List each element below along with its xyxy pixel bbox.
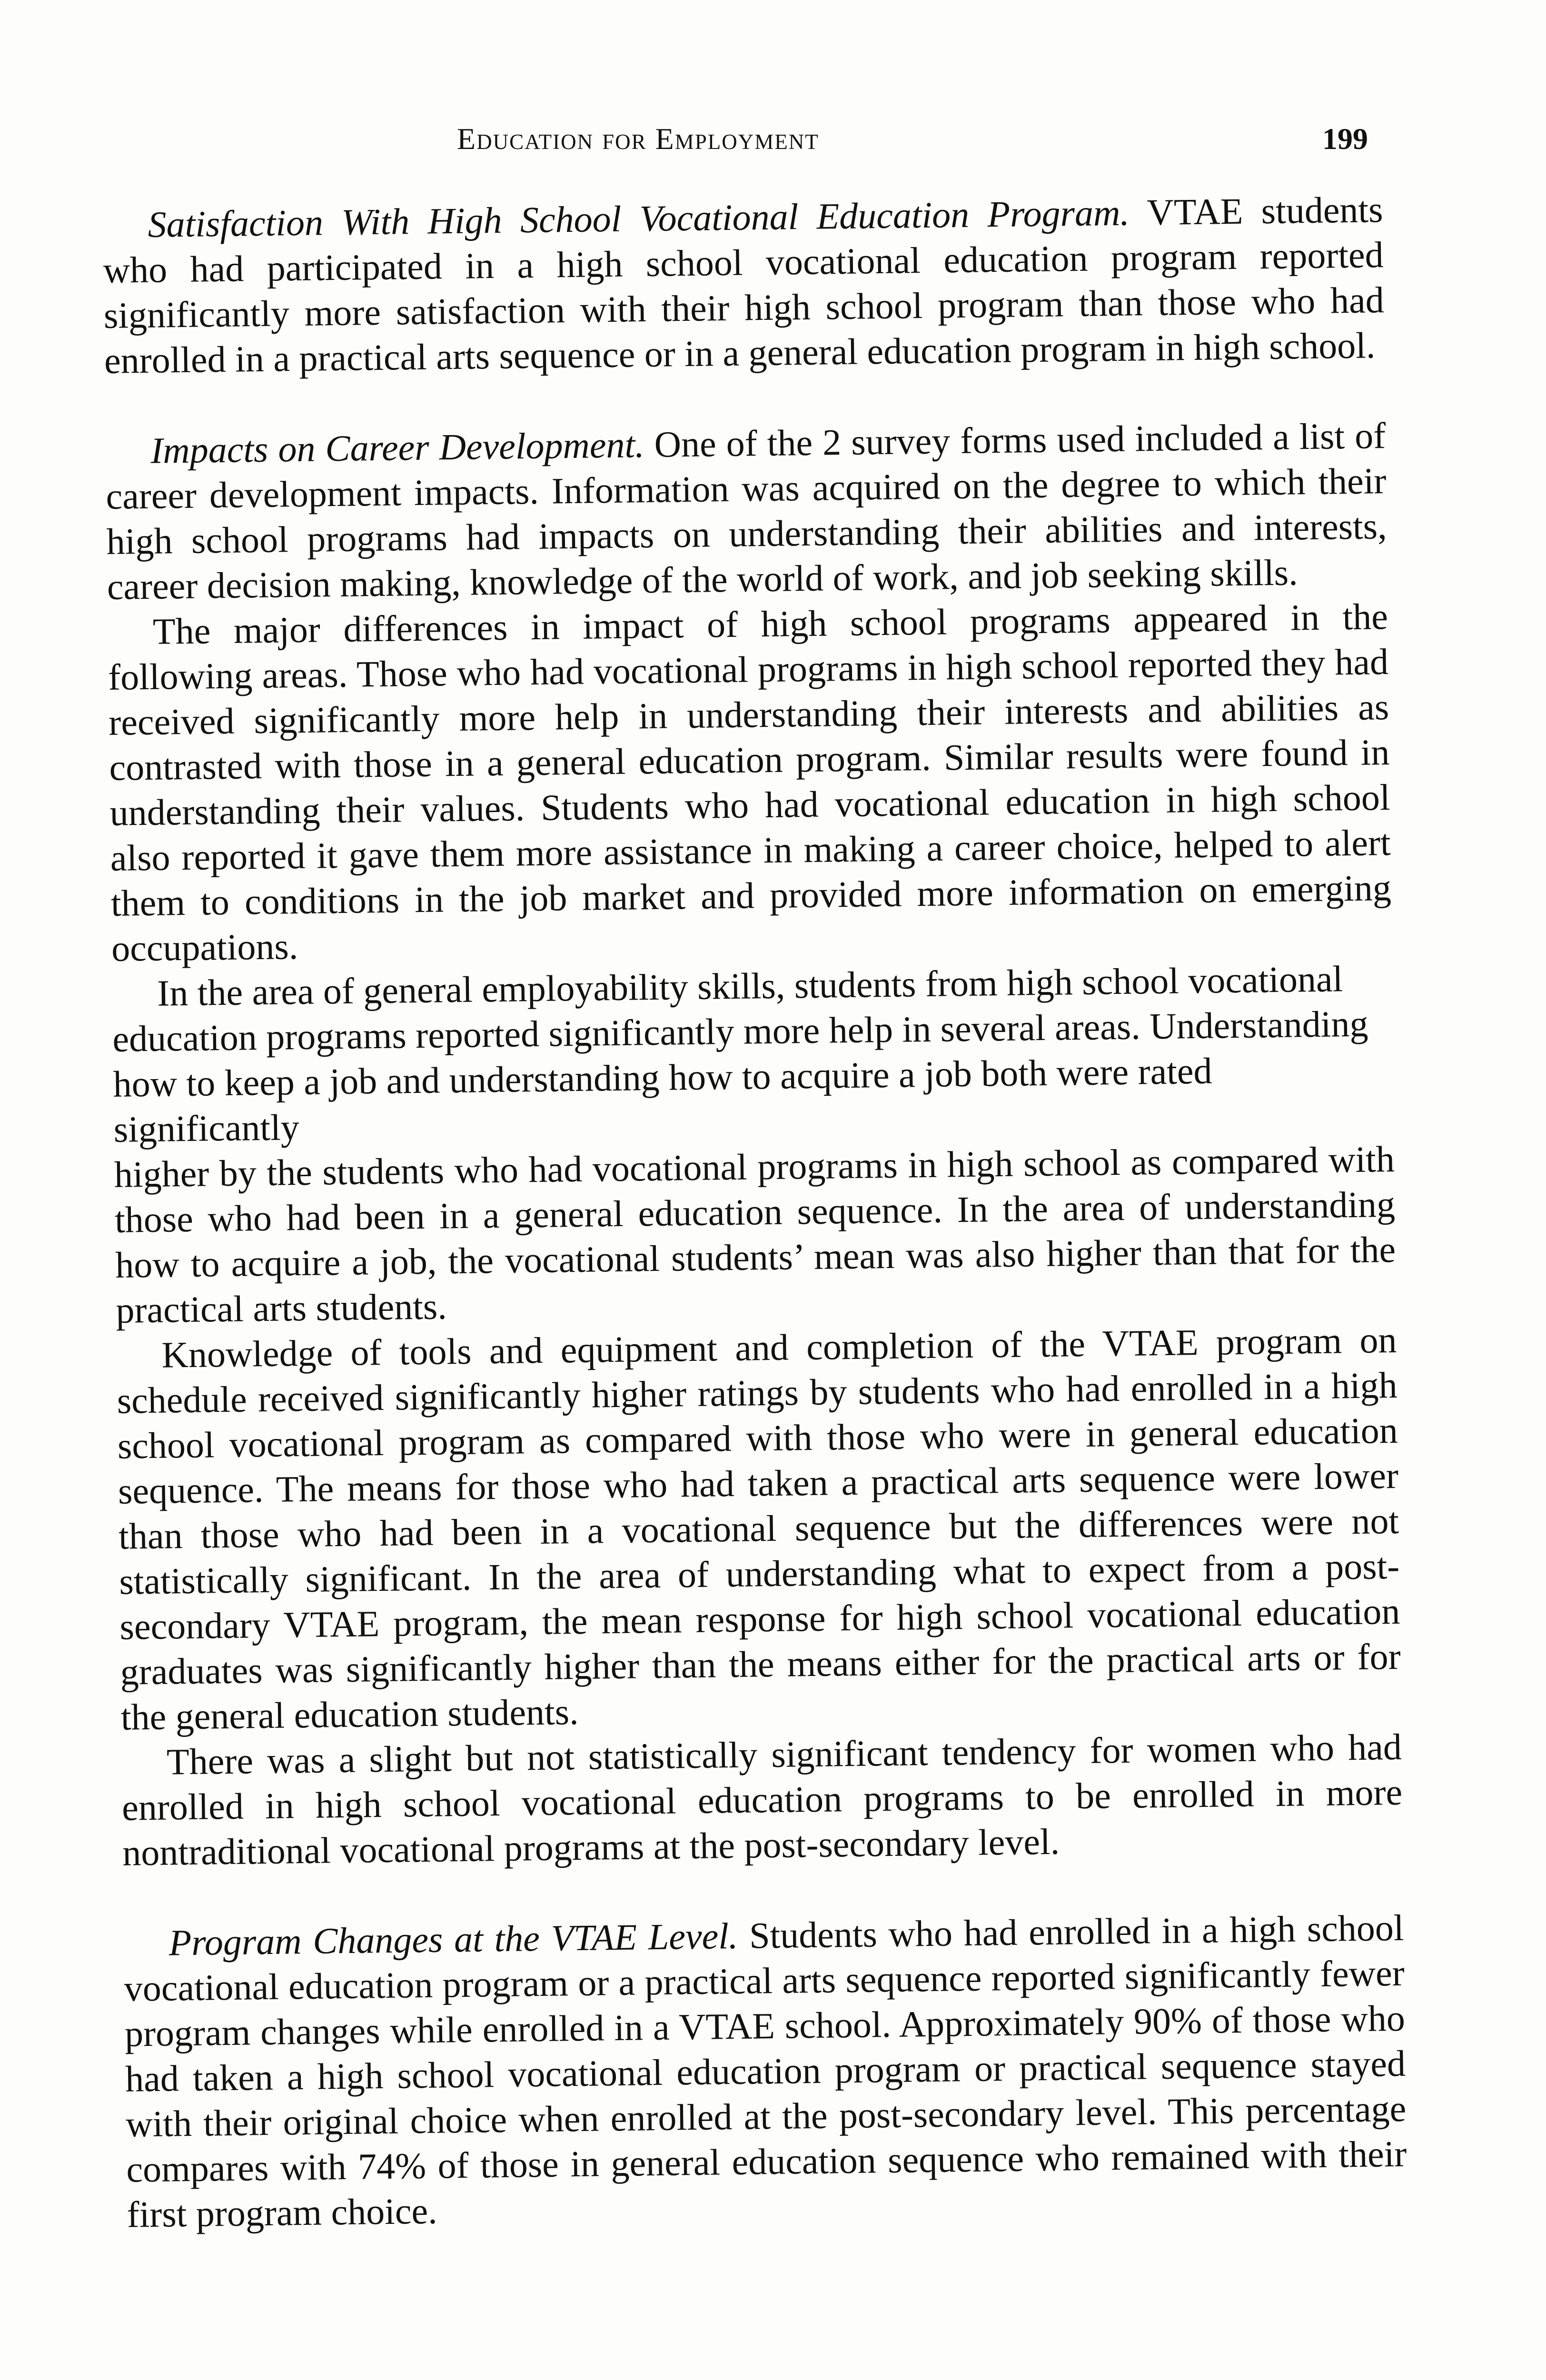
- paragraph: [123, 1905, 1407, 2237]
- paragraph-text: VTAE students who had participated in a high school vocational education program reported significantly more satisfaction with their high school program than those who had enrolled in a practical arts sequence or in a general education program in high school.: [103, 188, 1385, 381]
- section-title: Satisfaction With High School Vocational Education Program.: [148, 191, 1130, 245]
- paragraph: Knowledge of tools and equipment and completion of the VTAE program on schedule received significantly higher ratings by students who had enrolled in a high school vocational program as compared with those who were in general education sequence. The means for those who had taken a practical arts sequence were lower than those who had been in a vocational sequence but the differences were not statistically significant. In the area of understanding what to expect from a post-secondary VTAE program, the mean response for high school vocational education graduates was significantly higher than the means either for the practical arts or for the general education students.: [117, 1319, 1401, 1738]
- body-text: [102, 187, 1408, 2282]
- section-program-changes: [123, 1905, 1407, 2237]
- paragraph: There was a slight but not statistically significant tendency for women who had enrolled in high school vocational education programs to be enrolled in more nontraditional vocational programs at the post-secondary level.: [121, 1726, 1403, 1874]
- running-head: Education for Employment: [457, 122, 819, 156]
- paragraph-continuation: higher by the students who had vocational programs in high school as compared with those who had been in a general education sequence. In the area of understanding how to acquire a job, the vocational students’ mean was also higher than that for the practical arts students.: [114, 1138, 1396, 1331]
- paragraph: [105, 413, 1387, 609]
- paragraph: [102, 187, 1385, 383]
- page-header: [0, 121, 1546, 169]
- paragraph-text: Students who had enrolled in a high school vocational education program or a practical arts sequence reported significantly fewer program changes while enrolled in a VTAE school. Approximately 90% of those who had taken a high school vocational education program or practical sequence stayed with their original choice when enrolled at the post-secondary level. This percentage compares with 74% of those in general education sequence who remained with their first program choice.: [124, 1906, 1407, 2235]
- paragraph-text: One of the 2 survey forms used included a list of career development impacts. Information was acquired on the degree to which their high school programs had impacts on understanding their abilities and interests, career decision making, knowledge of the world of work, and job seeking skills.: [106, 415, 1387, 607]
- page-number: 199: [1322, 122, 1368, 156]
- section-satisfaction: [102, 187, 1385, 383]
- section-career-development: [105, 413, 1403, 1875]
- section-title: Impacts on Career Development.: [150, 424, 645, 471]
- paragraph: In the area of general employability skills, students from high school vocational education programs reported significantly more help in several areas. Understanding how to keep a job and understanding how to acquire a job both were rated significantly: [112, 958, 1368, 1150]
- section-title: Program Changes at the VTAE Level.: [168, 1914, 738, 1964]
- paragraph: The major differences in impact of high school programs appeared in the following areas. Those who had vocational programs in high school reported they had received significantly more help in understanding their interests and abilities as contrasted with those in a general education program. Similar results were found in understanding their values. Students who had vocational education in high school also reported it gave them more assistance in making a career choice, helped to alert them to conditions in the job market and provided more information on emerging occupations.: [108, 595, 1392, 969]
